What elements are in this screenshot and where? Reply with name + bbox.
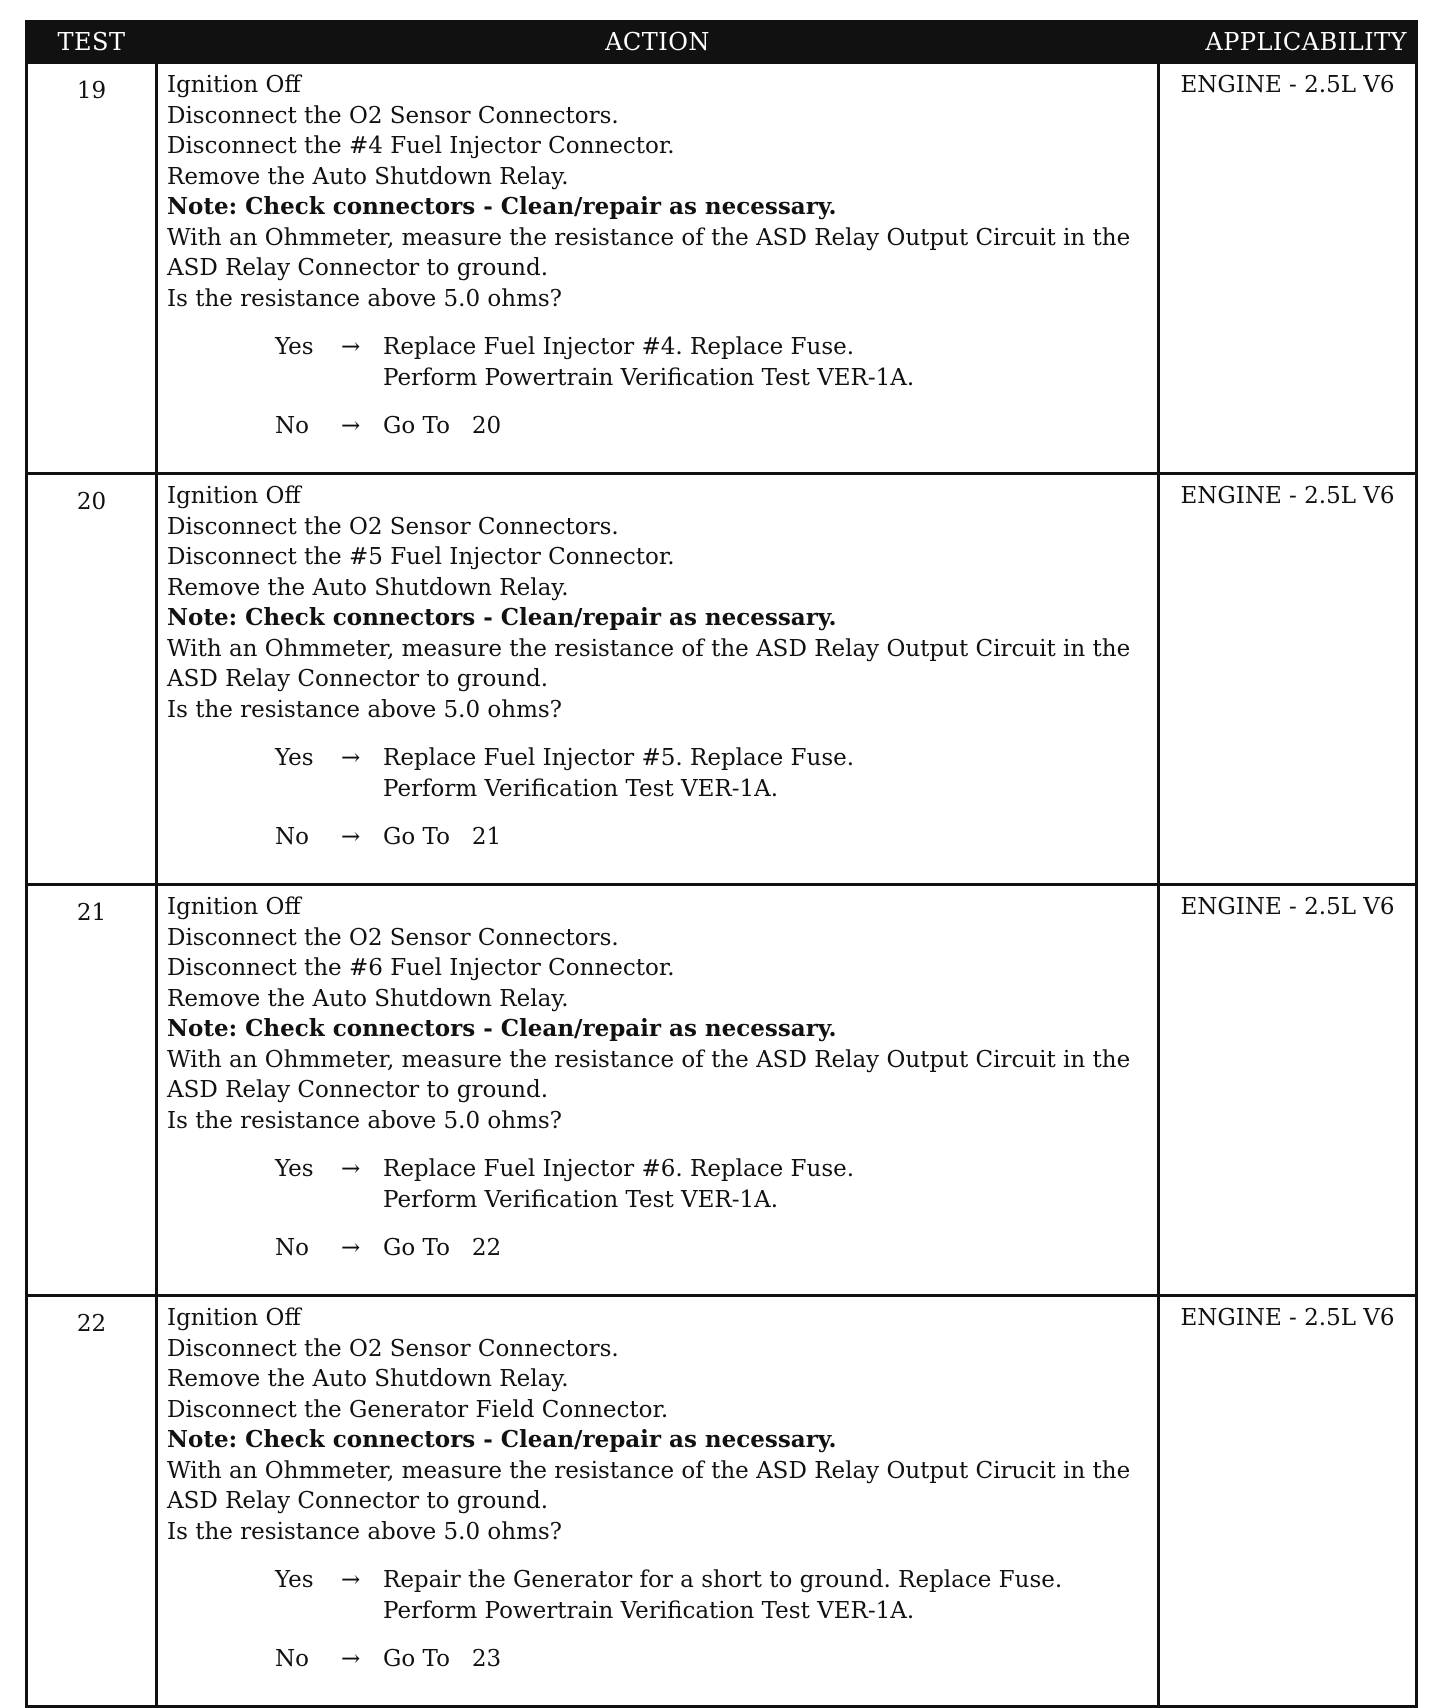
yes-action (383, 1154, 1149, 1215)
step: Remove the Auto Shutdown Relay. (167, 163, 569, 190)
test-number: 22 (27, 1296, 157, 1707)
result-branches (275, 1565, 1149, 1675)
result-branches (275, 332, 1149, 442)
arrow-right-icon: → (341, 334, 361, 360)
measure-line: ASD Relay Connector to ground. (167, 1077, 549, 1103)
step: Disconnect the O2 Sensor Connectors. (167, 1335, 619, 1362)
no-branch (275, 1644, 1149, 1675)
action-cell (157, 474, 1159, 885)
arrow-right-icon: → (341, 413, 361, 439)
no-label: No (275, 1235, 309, 1261)
header-action: ACTION (157, 22, 1159, 63)
yes-label: Yes (275, 334, 314, 360)
step: Ignition Off (167, 894, 301, 920)
yes-action-line: Replace Fuel Injector #4. Replace Fuse. (383, 334, 855, 360)
result-branches (275, 1154, 1149, 1264)
no-action: Go To 23 (383, 1646, 502, 1672)
yes-label: Yes (275, 745, 314, 771)
no-action: Go To 22 (383, 1235, 502, 1261)
measure-line: ASD Relay Connector to ground. (167, 1488, 549, 1514)
note: Note: Check connectors - Clean/repair as necessary. (167, 1426, 837, 1453)
step: Disconnect the #5 Fuel Injector Connector. (167, 544, 675, 570)
yes-action-line: Replace Fuel Injector #5. Replace Fuse. (383, 745, 855, 771)
test-number: 20 (27, 474, 157, 885)
yes-action (383, 332, 1149, 393)
question: Is the resistance above 5.0 ohms? (167, 1518, 563, 1545)
measure-line: With an Ohmmeter, measure the resistance of the ASD Relay Output Circuit in the (167, 635, 1131, 662)
action-cell (157, 885, 1159, 1296)
applicability: ENGINE - 2.5L V6 (1159, 885, 1417, 1296)
note: Note: Check connectors - Clean/repair as necessary. (167, 604, 837, 631)
note: Note: Check connectors - Clean/repair as necessary. (167, 1015, 837, 1042)
question: Is the resistance above 5.0 ohms? (167, 1107, 563, 1134)
yes-action-line: Replace Fuel Injector #6. Replace Fuse. (383, 1156, 855, 1182)
arrow-right-icon: → (341, 824, 361, 850)
yes-label: Yes (275, 1567, 314, 1593)
yes-action (383, 1565, 1149, 1626)
no-action: Go To 20 (383, 413, 502, 439)
measure-line: With an Ohmmeter, measure the resistance of the ASD Relay Output Circuit in the (167, 224, 1131, 251)
diagnostic-test-table (25, 20, 1418, 1708)
test-number: 21 (27, 885, 157, 1296)
no-branch (275, 822, 1149, 853)
header-test: TEST (27, 22, 157, 63)
test-row-21 (27, 885, 1417, 1296)
step: Disconnect the O2 Sensor Connectors. (167, 924, 619, 951)
step: Disconnect the O2 Sensor Connectors. (167, 102, 619, 129)
arrow-right-icon: → (341, 745, 361, 771)
arrow-right-icon: → (341, 1567, 361, 1593)
yes-branch (275, 1565, 1149, 1626)
step: Ignition Off (167, 72, 301, 98)
step: Disconnect the #6 Fuel Injector Connector. (167, 955, 675, 981)
no-label: No (275, 1646, 309, 1672)
question: Is the resistance above 5.0 ohms? (167, 696, 563, 723)
step: Ignition Off (167, 483, 301, 509)
applicability: ENGINE - 2.5L V6 (1180, 1305, 1395, 1331)
diagnostic-test-sheet (25, 20, 1415, 1708)
arrow-right-icon: → (341, 1235, 361, 1261)
measure-line: ASD Relay Connector to ground. (167, 255, 549, 281)
no-branch (275, 1233, 1149, 1264)
yes-label: Yes (275, 1156, 314, 1182)
no-label: No (275, 413, 309, 439)
step: Ignition Off (167, 1305, 301, 1331)
table-header (27, 22, 1417, 63)
test-row-22 (27, 1296, 1417, 1707)
test-row-20 (27, 474, 1417, 885)
yes-branch (275, 743, 1149, 804)
yes-branch (275, 332, 1149, 393)
yes-action-line: Repair the Generator for a short to ground. Replace Fuse. (383, 1567, 1063, 1593)
step: Remove the Auto Shutdown Relay. (167, 574, 569, 601)
yes-branch (275, 1154, 1149, 1215)
step: Disconnect the O2 Sensor Connectors. (167, 513, 619, 540)
note: Note: Check connectors - Clean/repair as necessary. (167, 193, 837, 220)
step: Remove the Auto Shutdown Relay. (167, 1366, 569, 1392)
step: Disconnect the #4 Fuel Injector Connector. (167, 133, 675, 159)
arrow-right-icon: → (341, 1156, 361, 1182)
yes-action (383, 743, 1149, 804)
no-branch (275, 411, 1149, 442)
measure-line: With an Ohmmeter, measure the resistance of the ASD Relay Output Cirucit in the (167, 1457, 1131, 1484)
yes-action-line: Perform Powertrain Verification Test VER-1A. (383, 1597, 915, 1624)
no-label: No (275, 824, 309, 850)
applicability: ENGINE - 2.5L V6 (1159, 474, 1417, 885)
measure-line: ASD Relay Connector to ground. (167, 666, 549, 692)
question: Is the resistance above 5.0 ohms? (167, 285, 563, 312)
yes-action-line: Perform Verification Test VER-1A. (383, 1186, 779, 1213)
step: Remove the Auto Shutdown Relay. (167, 985, 569, 1012)
step: Disconnect the Generator Field Connector. (167, 1396, 669, 1423)
no-action: Go To 21 (383, 824, 502, 850)
yes-action-line: Perform Powertrain Verification Test VER-1A. (383, 364, 915, 391)
yes-action-line: Perform Verification Test VER-1A. (383, 775, 779, 802)
test-number: 19 (27, 63, 157, 474)
test-row-19 (27, 63, 1417, 474)
header-applicability: APPLICABILITY (1159, 22, 1417, 63)
result-branches (275, 743, 1149, 853)
action-cell (157, 1296, 1159, 1707)
arrow-right-icon: → (341, 1646, 361, 1672)
applicability: ENGINE - 2.5L V6 (1159, 63, 1417, 474)
measure-line: With an Ohmmeter, measure the resistance of the ASD Relay Output Circuit in the (167, 1046, 1131, 1073)
action-cell (157, 63, 1159, 474)
